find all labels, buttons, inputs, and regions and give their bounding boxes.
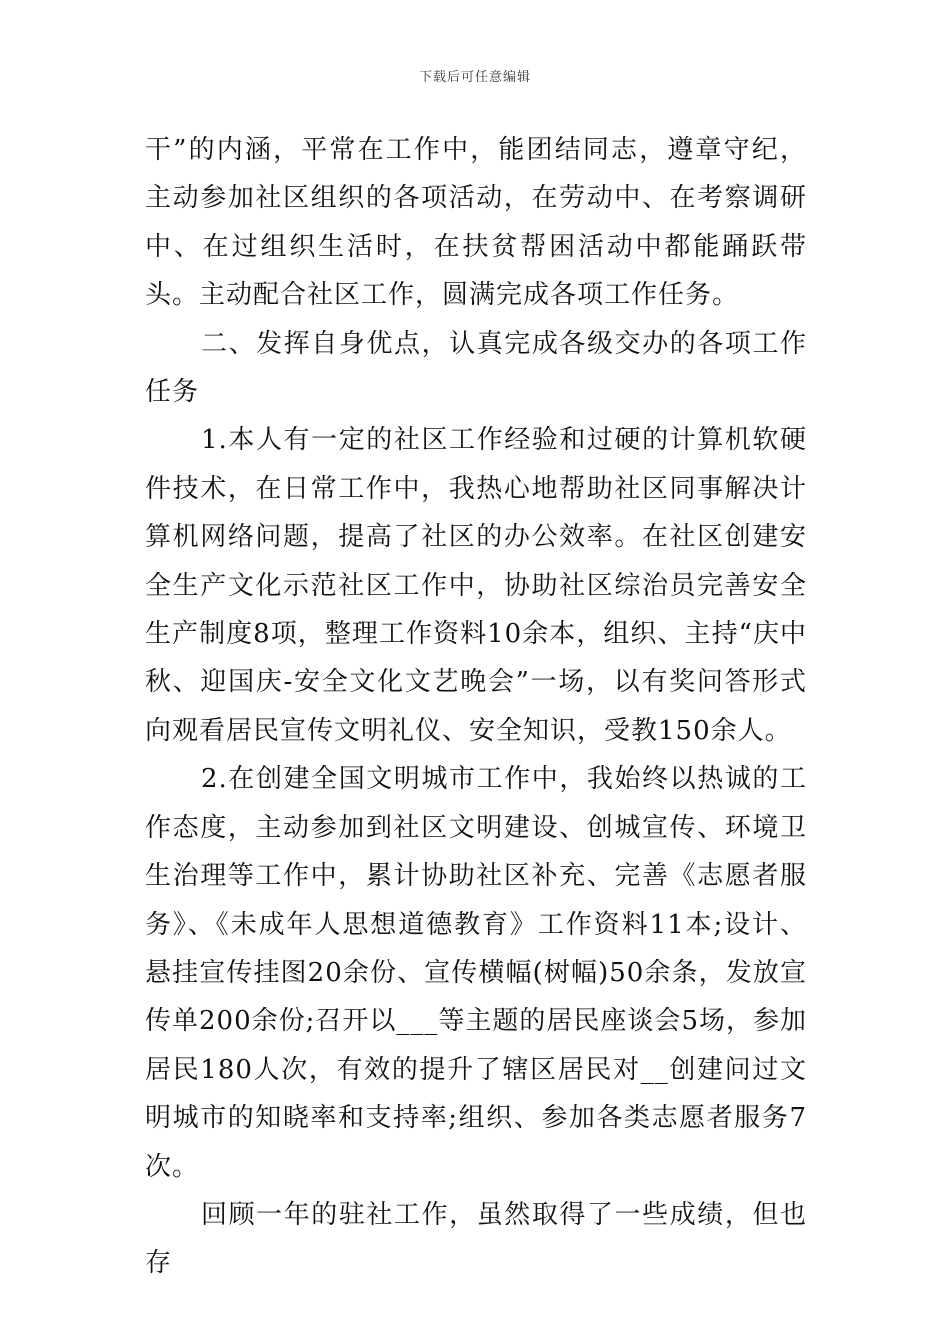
paragraph-continuation: 干”的内涵，平常在工作中，能团结同志，遵章守纪，主动参加社区组织的各项活动，在劳动中、在考察调研中、在过组织生活时，在扶贫帮困活动中都能踊跃带头。主动配合社区工作，圆满完成各项工作任务。 [145,135,807,311]
paragraph-review: 回顾一年的驻社工作，虽然取得了一些成绩，但也存 [145,1199,807,1279]
paragraph-item-2: 2.在创建全国文明城市工作中，我始终以热诚的工作态度，主动参加到社区文明建设、创城宣传、环境卫生治理等工作中，累计协助社区补充、完善《志愿者服务》、《未成年人思想道德教育》工作资料11本;设计、悬挂宣传挂图20余份、宣传横幅(树幅)50余条，发放宣传单200余份;召开以___等主题的居民座谈会5场，参加居民180人次，有效的提升了辖区居民对__创建问过文明城市的知晓率和支持率;组织、参加各类志愿者服务7次。 [145,764,807,1182]
page-header: 下载后可任意编辑 [418,70,531,85]
document-body [145,126,807,1288]
section-heading: 二、发挥自身优点，认真完成各级交办的各项工作任务 [145,328,807,408]
paragraph-item-1: 1.本人有一定的社区工作经验和过硬的计算机软硬件技术，在日常工作中，我热心地帮助社区同事解决计算机网络问题，提高了社区的办公效率。在社区创建安全生产文化示范社区工作中，协助社区综治员完善安全生产制度8项，整理工作资料10余本，组织、主持“庆中秋、迎国庆-安全文化文艺晚会”一场，以有奖问答形式向观看居民宣传文明礼仪、安全知识，受教150余人。 [145,425,807,746]
